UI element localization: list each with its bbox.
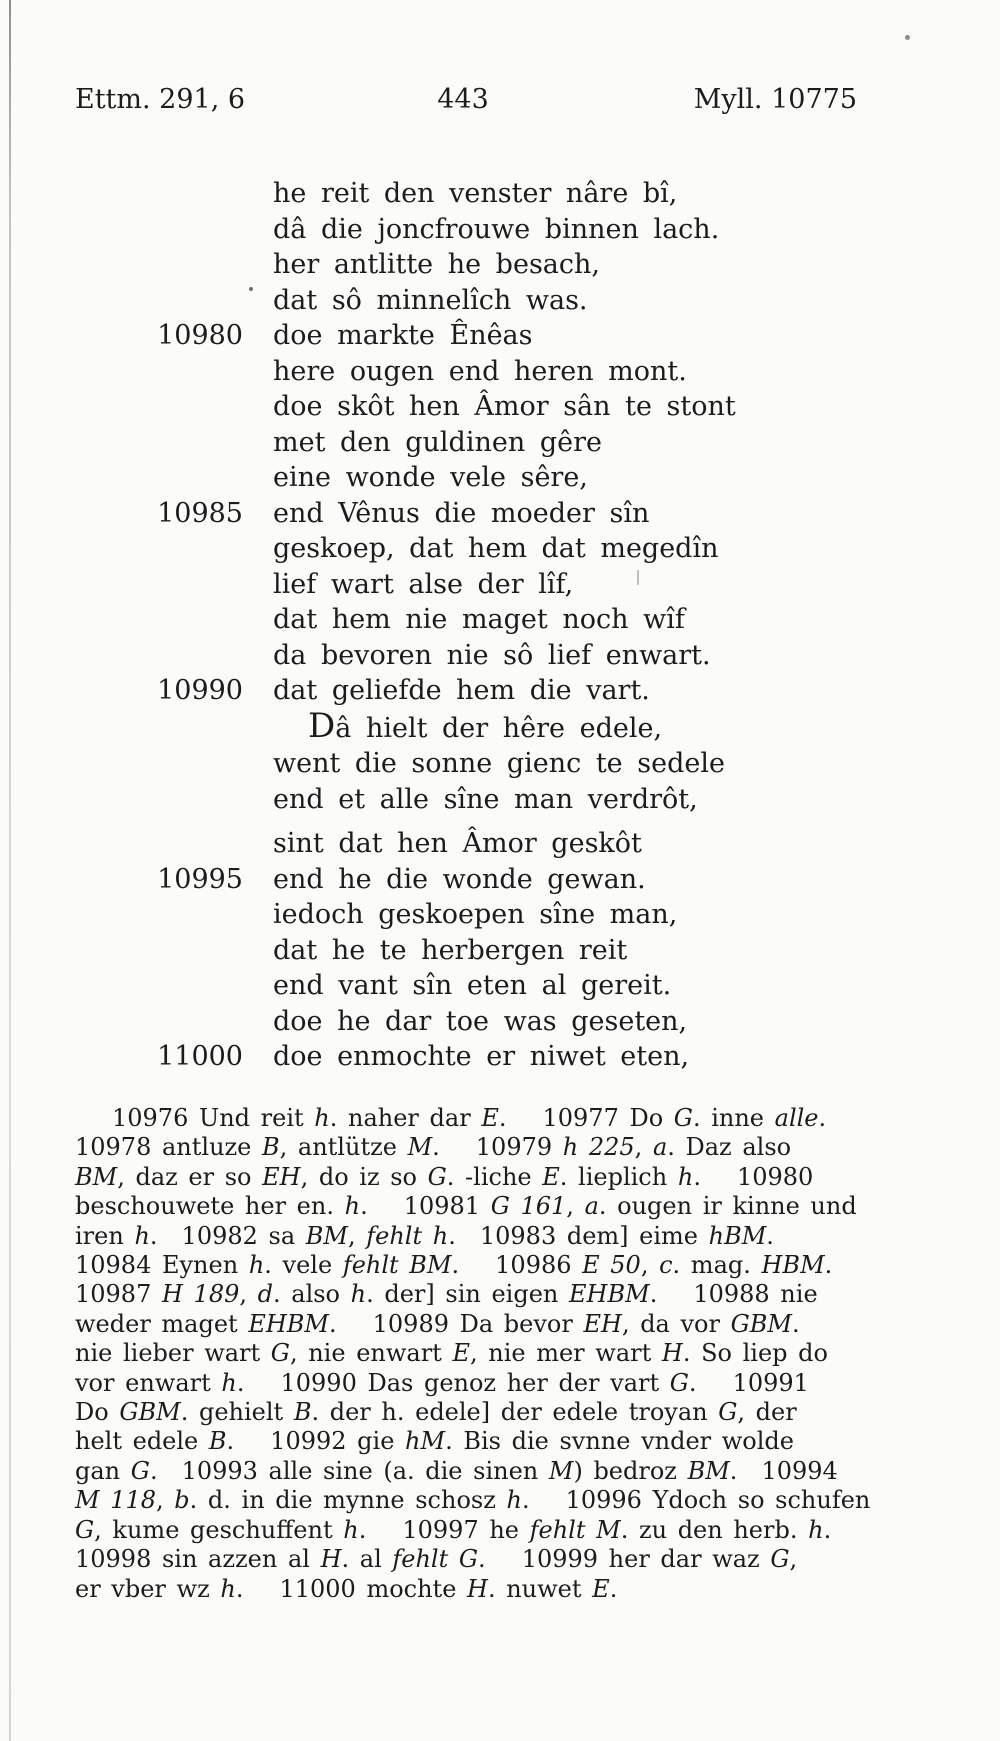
verse-line	[0, 826, 1000, 862]
apparatus-siglum: EH	[262, 1162, 301, 1191]
apparatus-text: , nie enwart	[289, 1339, 453, 1368]
apparatus-line	[75, 1339, 927, 1368]
apparatus-text: ,	[634, 1133, 653, 1162]
apparatus-siglum: h	[134, 1221, 150, 1250]
verse-line	[0, 283, 1000, 319]
apparatus-text: . der] sin eigen	[366, 1280, 570, 1309]
verse-text: geskoep, dat hem dat megedîn	[273, 533, 719, 564]
apparatus-siglum: G	[669, 1368, 689, 1397]
apparatus-text: . inne	[692, 1104, 775, 1132]
apparatus-siglum: M 118	[75, 1486, 157, 1515]
apparatus-text: ,	[156, 1486, 175, 1515]
apparatus-siglum: h	[808, 1515, 824, 1544]
apparatus-line	[75, 1163, 927, 1192]
verse-line	[0, 354, 1000, 390]
apparatus-siglum: B	[293, 1398, 312, 1427]
apparatus-siglum: BM	[305, 1221, 348, 1250]
apparatus-siglum: h	[221, 1368, 237, 1397]
apparatus-siglum: B	[262, 1133, 280, 1162]
apparatus-siglum: a	[584, 1192, 599, 1221]
apparatus-siglum: E	[542, 1162, 560, 1191]
apparatus-siglum: h	[314, 1104, 330, 1132]
apparatus-text: .	[226, 1427, 235, 1456]
apparatus-text	[158, 1457, 182, 1485]
apparatus-text: .	[521, 1486, 530, 1515]
verse-line	[0, 247, 1000, 283]
apparatus-siglum: fehlt BM	[342, 1251, 452, 1280]
verse-line	[0, 425, 1000, 461]
apparatus-siglum: c	[659, 1251, 673, 1280]
apparatus-siglum: HBM	[761, 1251, 825, 1280]
apparatus-text: .	[693, 1162, 701, 1191]
apparatus-text	[243, 1575, 279, 1603]
apparatus-siglum: E	[481, 1104, 499, 1132]
apparatus-text: 10978 antluze	[75, 1133, 262, 1162]
apparatus-line	[75, 1310, 927, 1339]
apparatus-text: beschouwete her en.	[75, 1192, 345, 1221]
verse-text: end Vênus die moeder sîn	[273, 497, 650, 529]
verse-text: dat he te herbergen reit	[273, 934, 628, 966]
apparatus-line	[75, 1457, 927, 1486]
apparatus-text: . der h. edele] der edele troyan	[311, 1398, 719, 1427]
apparatus-text: 10999 her dar waz	[521, 1545, 771, 1574]
apparatus-text: , da vor	[621, 1309, 731, 1338]
verse-line	[0, 496, 1000, 532]
apparatus-text: .	[498, 1104, 507, 1132]
apparatus-siglum: G	[718, 1398, 738, 1427]
verse-text: Dâ hielt der hêre edele,	[308, 705, 663, 746]
apparatus-line	[75, 1222, 927, 1251]
apparatus-text: . So liep do	[682, 1339, 828, 1368]
apparatus-siglum: H 189	[161, 1280, 240, 1309]
apparatus-text: . gehielt	[180, 1398, 294, 1427]
apparatus-text: . naher dar	[329, 1104, 482, 1132]
apparatus-text: 10989 Da bevor	[372, 1309, 584, 1338]
apparatus-text: . also	[273, 1280, 351, 1309]
apparatus-text: ,	[789, 1545, 798, 1574]
apparatus-text: 10987	[75, 1280, 162, 1309]
apparatus-text	[456, 1222, 480, 1250]
apparatus-text: . lieplich	[559, 1162, 678, 1191]
apparatus-text: weder maget	[75, 1309, 249, 1338]
apparatus-text: 10991	[732, 1368, 809, 1397]
apparatus-text: ) bedroz	[573, 1456, 688, 1485]
apparatus-text: .	[451, 1251, 460, 1280]
verse-line	[0, 705, 1000, 747]
apparatus-line	[75, 1133, 927, 1162]
apparatus-siglum: h	[350, 1280, 367, 1309]
apparatus-siglum: H	[467, 1574, 488, 1603]
apparatus-text: . zu den herb.	[620, 1515, 809, 1544]
apparatus-text	[459, 1251, 495, 1279]
apparatus-text	[530, 1486, 566, 1514]
apparatus-line	[75, 1251, 927, 1280]
apparatus-text: .	[149, 1221, 158, 1250]
apparatus-text: .	[609, 1574, 618, 1603]
apparatus-text: . -liche	[446, 1162, 543, 1191]
apparatus-line	[75, 1575, 927, 1604]
apparatus-text: . al	[341, 1545, 393, 1574]
apparatus-text	[244, 1369, 280, 1397]
apparatus-siglum: a	[652, 1133, 668, 1162]
apparatus-text: .	[235, 1574, 244, 1603]
verse-text: eine wonde vele sêre,	[273, 462, 588, 493]
apparatus-text: iren	[75, 1221, 135, 1250]
apparatus-text	[440, 1133, 476, 1161]
verse-line	[0, 389, 1000, 425]
verse-text: sint dat hen Âmor geskôt	[273, 828, 642, 859]
verse-text: went die sonne gienc te sedele	[273, 748, 725, 779]
apparatus-siglum: M	[548, 1456, 574, 1485]
apparatus-text: .	[729, 1456, 738, 1485]
apparatus-siglum: BM	[687, 1456, 730, 1485]
verse-line	[0, 1039, 1000, 1075]
apparatus-text: . vele	[264, 1251, 343, 1280]
verse-line-number: 10985	[157, 497, 243, 529]
apparatus-siglum: EHBM	[569, 1280, 650, 1309]
apparatus-text: 10984 Eynen	[75, 1251, 249, 1280]
apparatus-siglum: G	[270, 1339, 290, 1368]
apparatus-siglum: G 161	[490, 1192, 567, 1221]
apparatus-siglum: EH	[583, 1309, 622, 1338]
apparatus-text: helt edele	[75, 1427, 209, 1456]
apparatus-siglum: GBM	[119, 1398, 181, 1427]
apparatus-siglum: G	[673, 1104, 693, 1132]
verse-line	[0, 567, 1000, 603]
ink-speck	[637, 570, 639, 585]
apparatus-text: 10986	[495, 1251, 583, 1280]
apparatus-siglum: h 225	[562, 1133, 635, 1162]
apparatus-text: 10997 he	[402, 1515, 530, 1544]
apparatus-text	[337, 1310, 373, 1338]
apparatus-text: . mag.	[672, 1251, 762, 1280]
apparatus-siglum: alle	[774, 1104, 819, 1132]
apparatus-text: nie lieber wart	[75, 1339, 271, 1368]
apparatus-text: 10993 alle sine (a. die sinen	[181, 1456, 549, 1485]
apparatus-text: 10990 Das genoz her der vart	[280, 1368, 670, 1397]
verse-line	[0, 746, 1000, 782]
apparatus-siglum: hM	[405, 1427, 446, 1456]
verse-line-number: 10990	[157, 675, 243, 706]
verse-line	[0, 1004, 1000, 1040]
apparatus-siglum: h	[677, 1162, 694, 1191]
apparatus-text: .	[358, 1515, 367, 1544]
verse-text: he reit den venster nâre bî,	[273, 178, 678, 209]
apparatus-text: vor enwart	[75, 1368, 222, 1397]
apparatus-siglum: G	[130, 1456, 150, 1485]
verse-line-number: 11000	[157, 1041, 243, 1072]
ink-speck	[249, 287, 253, 291]
verse-text: dat sô minnelîch was.	[273, 284, 588, 316]
apparatus-siglum: H	[320, 1545, 342, 1574]
apparatus-text: , antlütze	[279, 1133, 408, 1162]
apparatus-siglum: G	[427, 1162, 447, 1191]
apparatus-text	[368, 1192, 404, 1220]
apparatus-siglum: M	[407, 1133, 433, 1162]
apparatus-text: ,	[566, 1192, 585, 1221]
apparatus-text: 11000 mochte	[279, 1574, 468, 1603]
apparatus-text	[486, 1545, 522, 1573]
apparatus-text: . nuwet	[487, 1574, 593, 1603]
apparatus-text: .	[766, 1221, 774, 1250]
verse-line-number: 10995	[157, 863, 243, 895]
apparatus-siglum: G	[770, 1545, 790, 1574]
apparatus-text: 10979	[475, 1133, 563, 1162]
apparatus-text: ,	[239, 1280, 258, 1309]
apparatus-text: , der	[737, 1398, 797, 1427]
verse-line	[0, 531, 1000, 567]
verse-text: dâ die joncfrouwe binnen lach.	[273, 213, 720, 245]
apparatus-text: , daz er so	[117, 1162, 263, 1191]
apparatus-text: 10996 Ydoch so schufen	[565, 1486, 871, 1515]
verse-text: lief wart alse der lîf,	[273, 568, 574, 600]
header-right-reference: Myll. 10775	[693, 84, 857, 115]
apparatus-siglum: h	[220, 1574, 236, 1603]
apparatus-text: .	[649, 1280, 658, 1309]
apparatus-text: . Bis die svnne vnder wolde	[445, 1427, 794, 1456]
apparatus-siglum: fehlt h	[366, 1221, 449, 1250]
verse-line	[0, 968, 1000, 1004]
verse-line	[0, 673, 1000, 709]
verse-line	[0, 933, 1000, 969]
apparatus-siglum: EHBM	[248, 1309, 329, 1338]
apparatus-siglum: H	[661, 1339, 683, 1368]
verse-text: end et alle sîne man verdrôt,	[273, 783, 698, 815]
apparatus-text: .	[478, 1545, 486, 1574]
verse-text: her antlitte he besach,	[273, 249, 600, 280]
apparatus-text	[506, 1104, 542, 1132]
apparatus-text: .	[360, 1192, 368, 1221]
apparatus-text: .	[432, 1133, 440, 1162]
apparatus-text: er vber wz	[75, 1574, 221, 1603]
verse-line	[0, 212, 1000, 248]
apparatus-line	[75, 1369, 927, 1398]
apparatus-siglum: E	[452, 1339, 470, 1368]
apparatus-siglum: B	[208, 1427, 227, 1456]
verse-text: doe enmochte er niwet eten,	[273, 1041, 690, 1072]
apparatus-text: 10980	[736, 1162, 814, 1191]
apparatus-text: 10976 Und reit	[112, 1104, 315, 1132]
header-left-reference: Ettm. 291, 6	[75, 84, 246, 115]
ink-speck	[905, 35, 910, 40]
verse-line	[0, 176, 1000, 212]
apparatus-block	[75, 1104, 927, 1604]
verse-text: dat geliefde hem die vart.	[273, 675, 650, 706]
apparatus-text: 10994	[761, 1456, 838, 1485]
apparatus-siglum: E 50	[582, 1251, 641, 1280]
apparatus-siglum: hBM	[708, 1221, 767, 1250]
apparatus-text: .	[818, 1104, 827, 1132]
apparatus-text: 10977 Do	[542, 1104, 674, 1132]
apparatus-line	[75, 1398, 927, 1427]
apparatus-siglum: fehlt M	[529, 1515, 621, 1544]
apparatus-text	[657, 1280, 693, 1308]
apparatus-text: 10988 nie	[693, 1280, 818, 1309]
apparatus-siglum: GBM	[730, 1309, 792, 1338]
page-number: 443	[437, 84, 489, 115]
apparatus-text	[701, 1163, 737, 1191]
apparatus-text	[697, 1369, 733, 1397]
apparatus-text: ,	[640, 1251, 660, 1280]
apparatus-text: 10998 sin azzen al	[75, 1545, 321, 1574]
apparatus-siglum: G	[75, 1515, 95, 1544]
apparatus-text	[158, 1222, 182, 1250]
apparatus-line	[75, 1516, 927, 1545]
verse-text: end vant sîn eten al gereit.	[273, 970, 672, 1001]
apparatus-line	[75, 1280, 927, 1309]
apparatus-line	[75, 1545, 927, 1574]
verse-text: iedoch geskoepen sîne man,	[273, 899, 678, 930]
verse-line	[0, 602, 1000, 638]
apparatus-text: .	[236, 1368, 245, 1397]
apparatus-siglum: b	[174, 1486, 190, 1515]
apparatus-text	[737, 1457, 761, 1485]
apparatus-siglum: h	[344, 1192, 361, 1221]
apparatus-text: .	[329, 1309, 337, 1338]
apparatus-line	[75, 1192, 927, 1221]
apparatus-siglum: d	[257, 1280, 273, 1309]
apparatus-text: .	[149, 1456, 158, 1485]
verse-text: met den guldinen gêre	[273, 426, 602, 458]
apparatus-text: .	[792, 1309, 800, 1338]
apparatus-line	[75, 1104, 927, 1133]
apparatus-line	[75, 1486, 927, 1515]
running-header	[0, 84, 1000, 116]
apparatus-text: , do iz so	[300, 1162, 428, 1191]
verse-text: here ougen end heren mont.	[273, 355, 687, 387]
verse-text: doe skôt hen Âmor sân te stont	[273, 391, 736, 422]
verse-line	[0, 897, 1000, 933]
verse-text: doe markte Ênêas	[273, 320, 533, 351]
apparatus-text: 10983 dem] eime	[479, 1221, 709, 1250]
verse-text: doe he dar toe was geseten,	[273, 1005, 688, 1037]
apparatus-text: Do	[75, 1398, 120, 1427]
verse-text: da bevoren nie sô lief enwart.	[273, 639, 711, 671]
apparatus-text: , nie mer wart	[469, 1339, 662, 1368]
apparatus-text: .	[688, 1368, 697, 1397]
apparatus-text: 10981	[403, 1192, 491, 1221]
verse-line-number: 10980	[157, 320, 243, 351]
verse-line	[0, 782, 1000, 818]
apparatus-text: .	[823, 1515, 832, 1544]
apparatus-siglum: BM	[75, 1162, 118, 1191]
verse-text: end he die wonde gewan.	[273, 863, 646, 895]
apparatus-siglum: h	[506, 1486, 522, 1515]
apparatus-text: gan	[75, 1456, 131, 1485]
apparatus-text: ,	[348, 1221, 367, 1250]
apparatus-text	[366, 1516, 402, 1544]
apparatus-line	[75, 1427, 927, 1456]
apparatus-siglum: E	[592, 1574, 610, 1603]
apparatus-text: 10982 sa	[181, 1221, 306, 1250]
apparatus-text	[234, 1427, 270, 1455]
apparatus-text: . Daz also	[667, 1133, 792, 1162]
apparatus-siglum: fehlt G	[392, 1545, 479, 1574]
verse-line	[0, 318, 1000, 354]
apparatus-siglum: h	[343, 1515, 359, 1544]
apparatus-text: , kume geschuffent	[94, 1515, 344, 1544]
verse-line	[0, 460, 1000, 496]
verse-line	[0, 638, 1000, 674]
apparatus-text: 10992 gie	[270, 1427, 406, 1456]
apparatus-siglum: h	[248, 1251, 265, 1280]
verse-line	[0, 862, 1000, 898]
apparatus-text: . ougen ir kinne und	[598, 1192, 857, 1221]
verse-block	[0, 176, 1000, 1075]
verse-text: dat hem nie maget noch wîf	[273, 604, 685, 635]
apparatus-text: .	[824, 1251, 833, 1280]
apparatus-text: .	[448, 1221, 456, 1250]
apparatus-text: . d. in die mynne schosz	[189, 1486, 507, 1515]
